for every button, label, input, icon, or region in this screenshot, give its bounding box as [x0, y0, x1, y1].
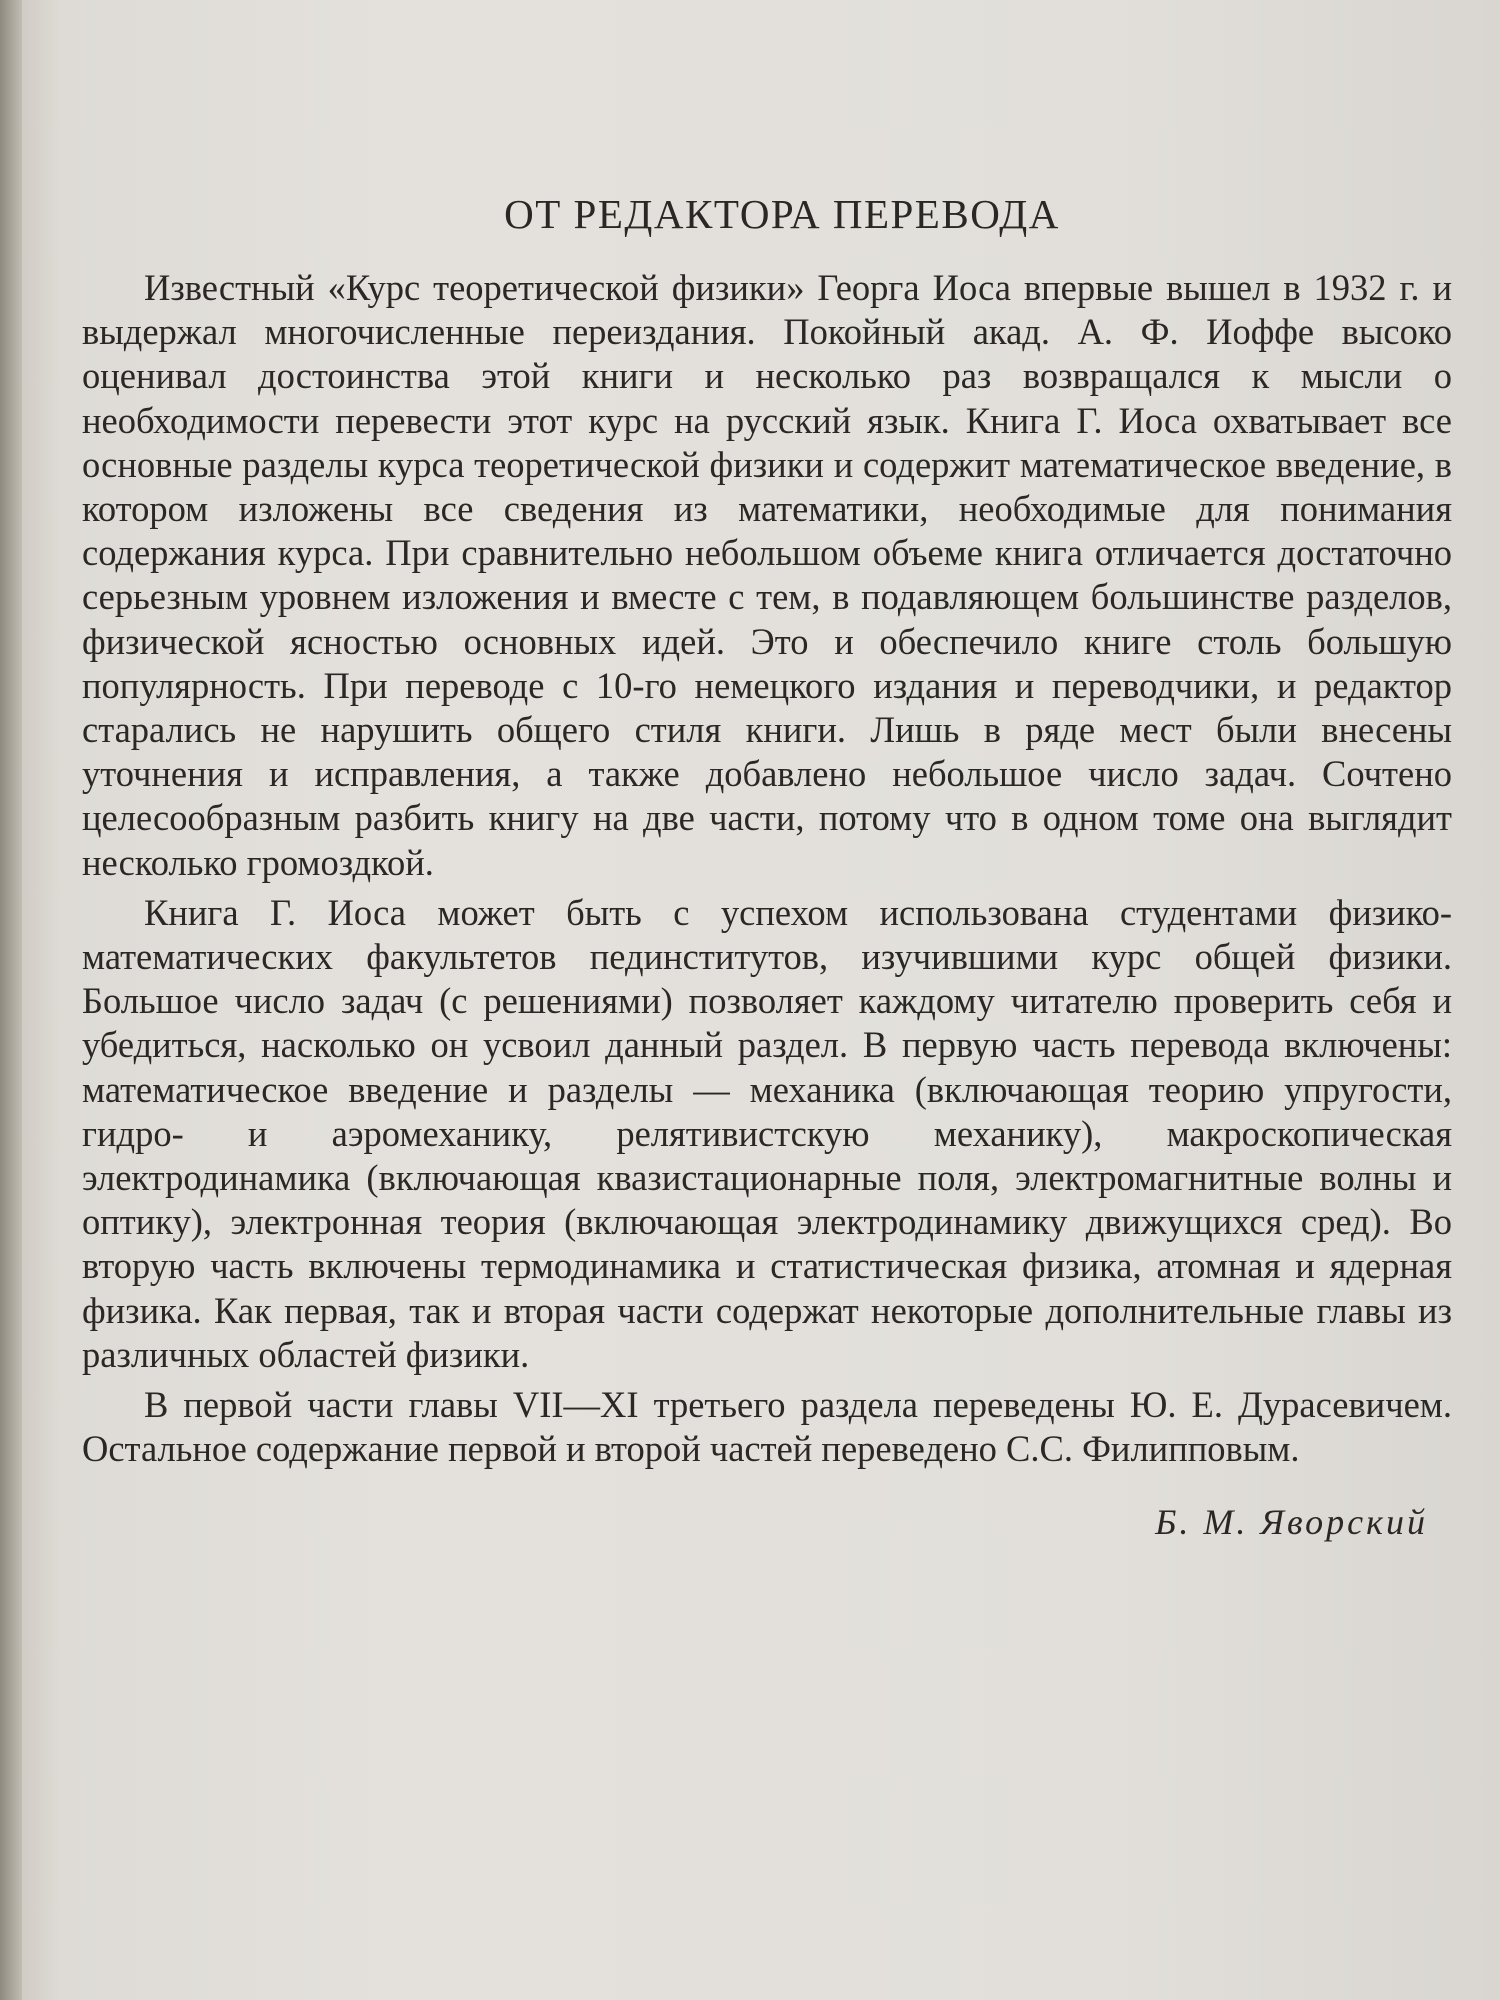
editor-signature: Б. М. Яворский: [1155, 1502, 1428, 1543]
page-title: ОТ РЕДАКТОРА ПЕРЕВОДА: [504, 191, 1060, 237]
paragraph-usage: Книга Г. Иоса может быть с успехом использована студентами физико-математических факультетов пединститутов, изучившими курс общей физики. Большое число задач (с решениями) позволяет каждому читателю проверить себя и убедиться, насколько он усвоил данный раздел. В первую часть перевода включены: математическое введение и разделы — механика (включающая теорию упругости, гидро- и аэромеханику, релятивистскую механику), макроскопическая электродинамика (включающая квазистационарные поля, электромагнитные волны и оптику), электронная теория (включающая электродинамику движущихся сред). Во вторую часть включены термодинамика и статистическая физика, атомная и ядерная физика. Как первая, так и вторая части содержат некоторые дополнительные главы из различных областей физики.: [82, 891, 1452, 1375]
paragraph-translators: В первой части главы VII—XI третьего раздела переведены Ю. Е. Дурасевичем. Остальное содержание первой и второй частей переведено С.С. Филипповым.: [82, 1384, 1452, 1470]
page-content: [82, 190, 1452, 1543]
page-binding-edge: [0, 0, 22, 2000]
paragraph-intro: Известный «Курс теоретической физики» Георга Иоса впервые вышел в 1932 г. и выдержал многочисленные переиздания. Покойный акад. А. Ф. Иоффе высоко оценивал достоинства этой книги и несколько раз возвращался к мысли о необходимости перевести этот курс на русский язык. Книга Г. Иоса охватывает все основные разделы курса теоретической физики и содержит математическое введение, в котором изложены все сведения из математики, необходимые для понимания содержания курса. При сравнительно небольшом объеме книга отличается достаточно серьезным уровнем изложения и вместе с тем, в подавляющем большинстве разделов, физической ясностью основных идей. Это и обеспечило книге столь большую популярность. При переводе с 10-го немецкого издания и переводчики, и редактор старались не нарушить общего стиля книги. Лишь в ряде мест были внесены уточнения и исправления, а также добавлено небольшое число задач. Сочтено целесообразным разбить книгу на две части, потому что в одном томе она выглядит несколько громоздкой.: [82, 267, 1452, 883]
